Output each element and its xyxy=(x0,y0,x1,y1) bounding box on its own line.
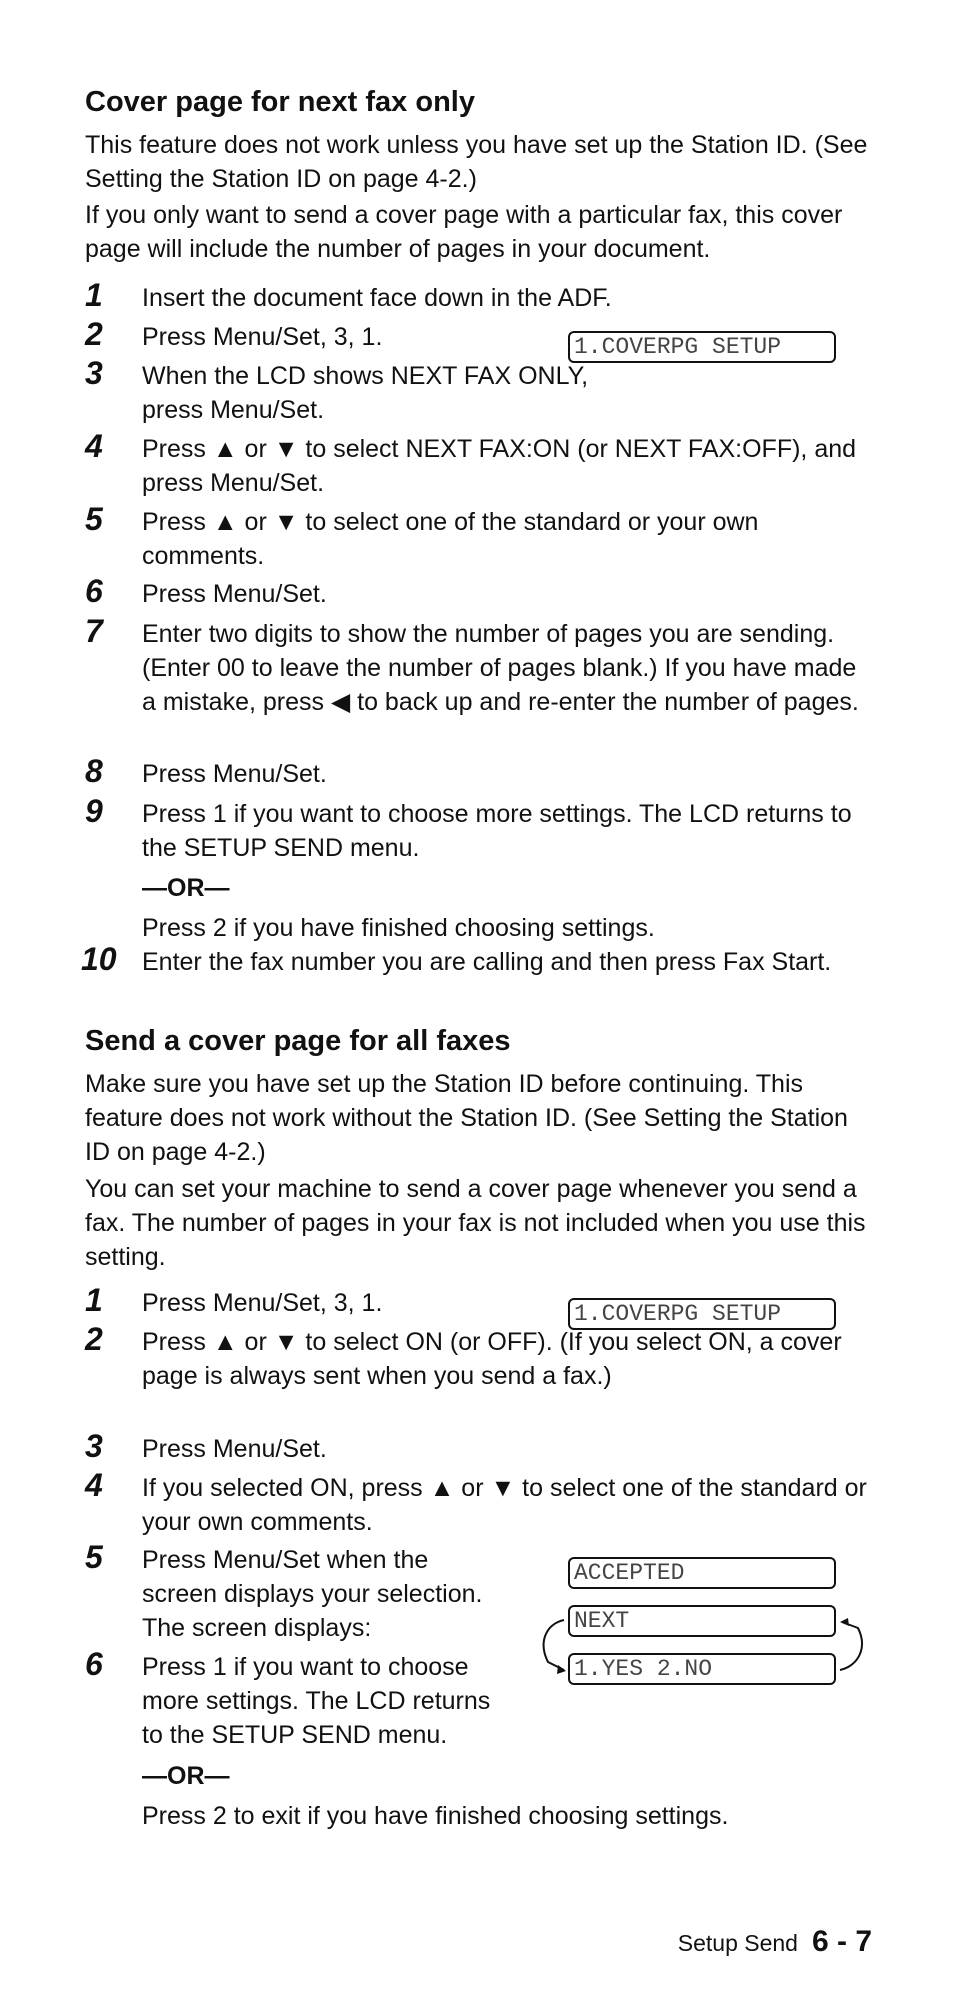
footer-section-name: Setup Send xyxy=(677,1930,798,1956)
step-2 xyxy=(85,1321,875,1393)
step-number: 2 xyxy=(85,1321,103,1357)
step-text: When the LCD shows NEXT FAX ONLY, press Menu/Set. xyxy=(142,362,589,424)
step-text: Enter the fax number you are calling and then press Fax Start. xyxy=(142,948,832,976)
step-3 xyxy=(85,1428,875,1466)
step-alt-text: Press 2 if you have finished choosing settings. xyxy=(142,914,655,942)
lcd-display-coverpg-setup-2: 1.COVERPG SETUP xyxy=(568,1298,836,1330)
section-heading-all-faxes: Send a cover page for all faxes xyxy=(85,1025,511,1057)
step-4 xyxy=(85,428,875,500)
step-number: 4 xyxy=(85,428,103,464)
step-number: 3 xyxy=(85,355,103,391)
intro-paragraph-cover-page: If you only want to send a cover page with a particular fax, this cover page will include the number of pages in your document. xyxy=(85,201,843,263)
step-6 xyxy=(85,1646,505,1752)
step-number: 1 xyxy=(85,1282,103,1318)
step-text: Press Menu/Set. xyxy=(142,1435,327,1463)
intro-paragraph-station-id: This feature does not work unless you have set up the Station ID. (See Setting the Station ID on page 4-2.) xyxy=(85,131,868,193)
page-number: 6 - 7 xyxy=(811,1925,872,1958)
intro-paragraph-all-faxes: You can set your machine to send a cover page whenever you send a fax. The number of pages in your fax is not included when you use this setting. xyxy=(85,1175,866,1271)
or-separator: —OR— xyxy=(142,1762,230,1790)
step-text: Press Menu/Set. xyxy=(142,580,327,608)
step-number: 1 xyxy=(85,277,103,313)
step-4 xyxy=(85,1467,875,1539)
lcd-display-next: NEXT xyxy=(568,1605,836,1637)
step-5 xyxy=(85,501,875,573)
step-number: 6 xyxy=(85,1646,103,1682)
step-8 xyxy=(85,753,875,791)
lcd-display-coverpg-setup: 1.COVERPG SETUP xyxy=(568,331,836,363)
step-alt-text: Press 2 to exit if you have finished choosing settings. xyxy=(142,1802,729,1830)
step-7 xyxy=(85,613,875,719)
intro-paragraph-station-id-2: Make sure you have set up the Station ID before continuing. This feature does not work without the Station ID. (See Setting the Station ID on page 4-2.) xyxy=(85,1070,848,1166)
step-text: If you selected ON, press ▲ or ▼ to select one of the standard or your own comments. xyxy=(142,1474,867,1536)
step-number: 7 xyxy=(85,613,103,649)
step-text: Press Menu/Set. xyxy=(142,760,327,788)
step-1 xyxy=(85,277,875,315)
or-separator: —OR— xyxy=(142,874,230,902)
step-text: Press Menu/Set, 3, 1. xyxy=(142,323,383,351)
step-text: Press ▲ or ▼ to select NEXT FAX:ON (or NEXT FAX:OFF), and press Menu/Set. xyxy=(142,435,857,497)
page-footer xyxy=(678,1925,872,1959)
step-text: Press 1 if you want to choose more settings. The LCD returns to the SETUP SEND menu. xyxy=(142,1653,491,1749)
step-number: 6 xyxy=(85,573,103,609)
step-number: 5 xyxy=(85,501,103,537)
step-9 xyxy=(85,793,875,945)
step-number: 5 xyxy=(85,1539,103,1575)
step-number: 2 xyxy=(85,316,103,352)
step-text: Press Menu/Set when the screen displays your selection. The screen displays: xyxy=(142,1546,483,1642)
step-text: Press ▲ or ▼ to select ON (or OFF). (If you select ON, a cover page is always sent when you send a fax.) xyxy=(142,1328,842,1390)
step-text: Press 1 if you want to choose more settings. The LCD returns to the SETUP SEND menu. xyxy=(142,800,852,862)
cycle-arrow-right-icon xyxy=(836,1616,872,1676)
step-10 xyxy=(81,941,875,979)
step-5 xyxy=(85,1539,505,1645)
lcd-display-yes-no: 1.YES 2.NO xyxy=(568,1653,836,1685)
step-1 xyxy=(85,1282,555,1320)
step-number: 3 xyxy=(85,1428,103,1464)
step-number: 10 xyxy=(81,941,117,977)
cycle-arrow-left-icon xyxy=(534,1616,570,1676)
step-text: Insert the document face down in the ADF. xyxy=(142,284,612,312)
step-number: 9 xyxy=(85,793,103,829)
step-6 xyxy=(85,573,875,611)
section-heading-next-fax: Cover page for next fax only xyxy=(85,86,475,118)
step-number: 4 xyxy=(85,1467,103,1503)
step-3 xyxy=(85,355,605,427)
lcd-display-accepted: ACCEPTED xyxy=(568,1557,836,1589)
step-2 xyxy=(85,316,555,354)
step-number: 8 xyxy=(85,753,103,789)
step-text: Press ▲ or ▼ to select one of the standard or your own comments. xyxy=(142,508,759,570)
step-text: Enter two digits to show the number of pages you are sending. (Enter 00 to leave the number of pages blank.) If you have made a mistake, press ◀ to back up and re-enter the number of pages. xyxy=(142,620,859,716)
step-text: Press Menu/Set, 3, 1. xyxy=(142,1289,383,1317)
